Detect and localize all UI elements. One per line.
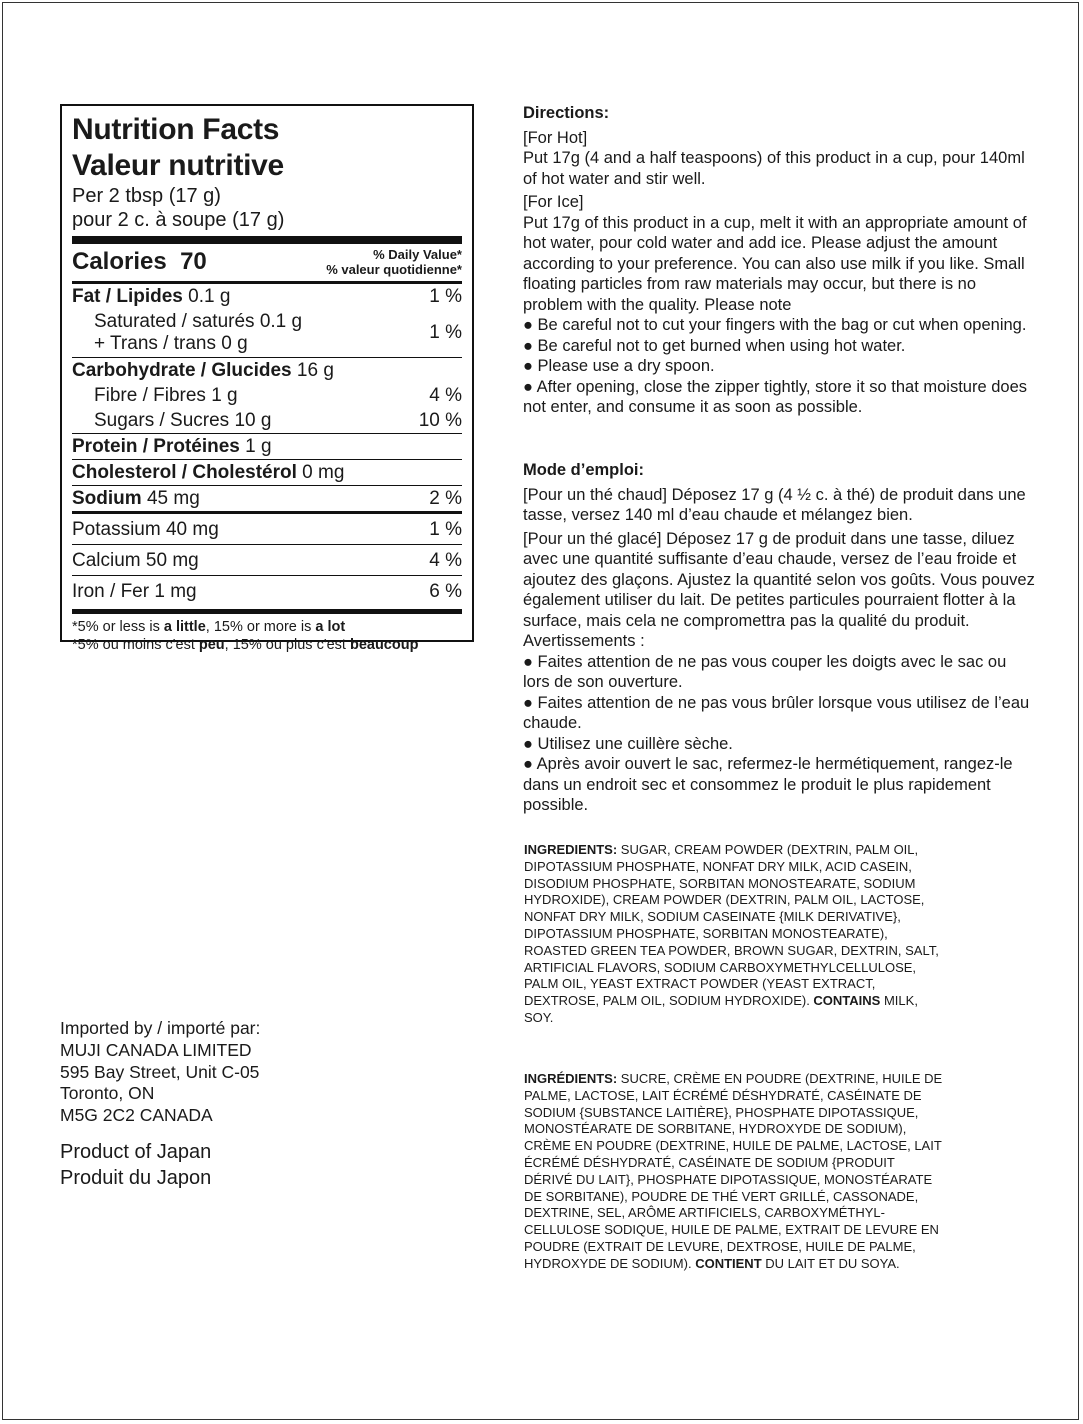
cholesterol-amount: 0 mg <box>302 462 345 483</box>
sodium-label: Sodium <box>72 488 142 509</box>
sat-trans-dv: 1 % <box>429 322 462 343</box>
footnote-en-part: , 15% or more is <box>205 619 316 635</box>
carb-amount: 16 g <box>296 360 334 381</box>
potassium-row <box>72 514 462 544</box>
daily-value-fr: % valeur quotidienne* <box>326 262 462 277</box>
serving-size-en: Per 2 tbsp (17 g) <box>72 185 221 207</box>
iron-dv: 6 % <box>429 581 462 602</box>
importer-company: MUJI CANADA LIMITED <box>60 1039 252 1060</box>
footnote-fr-part: *5% ou moins c'est <box>72 637 199 653</box>
importer-line: Imported by / importé par: <box>60 1018 261 1038</box>
carb-label: Carbohydrate / Glucides <box>72 360 292 381</box>
sugars-line: Sugars / Sucres 10 g <box>94 410 272 431</box>
directions-hot-text: Put 17g (4 and a half teaspoons) of this product in a cup, pour 140ml of hot water and stir well. <box>523 149 1025 188</box>
directions-ice-label: [For Ice] <box>523 193 584 211</box>
fat-dv: 1 % <box>429 286 462 307</box>
directions-bullet: ● After opening, close the zipper tightly, store it so that moisture does not enter, and consume it as soon as possible. <box>523 377 1028 416</box>
mode-ice-text: [Pour un thé glacé] Déposez 17 g de produit dans une tasse, diluez avec une quantité suffisante d’eau chaude, versez de l’eau froide et ajoutez des glaçons. Ajustez la quantité selon vos goûts. Vous pouvez également utiliser du lait. De petites particules pourraient flotter à la surface, mais cela ne compromettra pas la qualité du produit. Avertissements : <box>523 529 1035 650</box>
sodium-dv: 2 % <box>429 488 462 509</box>
mode-bullet: ● Après avoir ouvert le sac, refermez-le hermétiquement, rangez-le dans un endroit sec et consommez le produit le plus rapidement possible. <box>523 755 1013 814</box>
footnote-fr <box>72 636 462 654</box>
calories-row <box>72 244 462 281</box>
ingredients-en-text: SUGAR, CREAM POWDER (DEXTRIN, PALM OIL, DIPOTASSIUM PHOSPHATE, NONFAT DRY MILK, ACID CASEIN, DISODIUM PHOSPHATE, SORBITAN MONOSTEARATE, SODIUM HYDROXIDE), CREAM POWDER (DEXTRIN, PALM OIL, LACTOSE, NONFAT DRY MILK, SODIUM CASEINATE {MILK DERIVATIVE}, DIPOTASSIUM PHOSPHATE, SORBITAN MONOSTEARATE), ROASTED GREEN TEA POWDER, BROWN SUGAR, DEXTRIN, SALT, ARTIFICIAL FLAVORS, SODIUM CARBOXYMETHYLCELLULOSE, PALM OIL, YEAST EXTRACT POWDER (YEAST EXTRACT, DEXTROSE, PALM OIL, SODIUM HYDROXIDE). <box>524 842 939 1009</box>
footnote-fr-bold: beaucoup <box>349 637 419 653</box>
cholesterol-label: Cholesterol / Cholestérol <box>72 462 297 483</box>
ingredients-en-contains-label: CONTAINS <box>813 993 881 1009</box>
ingredients-fr-contains-text: DU LAIT ET DU SOYA. <box>761 1255 900 1271</box>
daily-value-en: % Daily Value* <box>373 247 462 262</box>
origin-en: Product of Japan <box>60 1141 212 1163</box>
calcium-line: Calcium 50 mg <box>72 550 199 571</box>
mode-emploi-section <box>523 460 1035 816</box>
ingredients-en-label: INGREDIENTS: <box>524 842 618 857</box>
ingredients-fr-label: INGRÉDIENTS: <box>524 1071 618 1086</box>
origin-fr: Produit du Japon <box>60 1166 212 1189</box>
fibre-line: Fibre / Fibres 1 g <box>94 385 238 406</box>
mode-hot-text: [Pour un thé chaud] Déposez 17 g (4 ½ c. à thé) de produit dans une tasse, versez 140 ml d’eau chaude et mélangez bien. <box>523 485 1026 524</box>
protein-row <box>72 434 462 459</box>
directions-ice-text: Put 17g of this product in a cup, melt it with an appropriate amount of hot water, pour cold water and add ice. Please adjust the amount according to your preference. You can also use milk if you like. Small floating particles from raw materials may occur, but there is no problem with the quality. Please note <box>523 213 1027 314</box>
fibre-dv: 4 % <box>429 385 462 406</box>
fat-label: Fat / Lipides <box>72 286 183 307</box>
directions-hot-label: [For Hot] <box>523 128 588 147</box>
sugars-row <box>72 408 462 433</box>
footnote-fr-bold: peu <box>198 637 225 653</box>
sodium-row <box>72 486 462 511</box>
mode-heading: Mode d’emploi: <box>523 461 644 479</box>
sugars-dv: 10 % <box>418 410 462 431</box>
importer-block <box>60 1018 380 1127</box>
protein-label: Protein / Protéines <box>72 436 240 457</box>
iron-row <box>72 576 462 606</box>
footnote-en <box>72 618 462 636</box>
calories-value: 70 <box>180 248 207 275</box>
directions-bullet: ● Be careful not to cut your fingers with the bag or cut when opening. <box>523 316 1027 334</box>
daily-value-header <box>326 247 462 277</box>
ingredients-en-contains-text: MILK, SOY. <box>524 993 918 1025</box>
nutrition-title-fr: Valeur nutritive <box>72 149 284 182</box>
calories <box>72 248 207 276</box>
directions-bullet: ● Please use a dry spoon. <box>523 357 715 375</box>
importer-city: Toronto, ON <box>60 1083 155 1104</box>
fat-amount: 0.1 g <box>188 286 231 307</box>
importer-postal: M5G 2C2 CANADA <box>60 1105 213 1126</box>
cholesterol-row <box>72 460 462 485</box>
fat-row <box>72 284 462 309</box>
ingredients-en <box>524 842 944 1027</box>
footnote-en-bold: a little <box>163 619 206 635</box>
mode-bullet: ● Faites attention de ne pas vous couper les doigts avec le sac ou lors de son ouverture. <box>523 652 1007 691</box>
footnote <box>72 614 462 654</box>
carb-row <box>72 358 462 383</box>
sat-trans-row <box>72 309 462 357</box>
protein-amount: 1 g <box>245 436 272 457</box>
calories-label: Calories <box>72 248 167 275</box>
trans-line: + Trans / trans 0 g <box>94 333 248 354</box>
potassium-line: Potassium 40 mg <box>72 519 219 540</box>
origin-block <box>60 1140 380 1191</box>
saturated-line: Saturated / saturés 0.1 g <box>94 311 303 332</box>
serving-size-fr: pour 2 c. à soupe (17 g) <box>72 209 285 231</box>
fibre-row <box>72 383 462 408</box>
directions-heading: Directions: <box>523 104 610 122</box>
footnote-en-bold: a lot <box>315 619 346 635</box>
nutrition-facts-table <box>60 104 474 653</box>
calcium-row <box>72 545 462 575</box>
divider-thick <box>72 236 462 244</box>
directions-bullet: ● Be careful not to get burned when using hot water. <box>523 336 906 355</box>
potassium-dv: 1 % <box>429 519 462 540</box>
mode-bullet: ● Faites attention de ne pas vous brûler lorsque vous utilisez de l’eau chaude. <box>523 693 1030 732</box>
importer-street: 595 Bay Street, Unit C-05 <box>60 1061 260 1082</box>
footnote-fr-part: , 15% ou plus c'est <box>224 637 350 653</box>
calcium-dv: 4 % <box>429 550 462 571</box>
mode-bullet: ● Utilisez une cuillère sèche. <box>523 734 733 753</box>
ingredients-fr-text: SUCRE, CRÈME EN POUDRE (DEXTRINE, HUILE DE PALME, LACTOSE, LAIT ÉCRÉMÉ DÉSHYDRATÉ, CASÉINATE DE SODIUM {SUBSTANCE LAITIÈRE}, PHOSPHATE DIPOTASSIQUE, MONOSTÉARATE DE SORBITANE, HYDROXYDE DE SODIUM), CRÈME EN POUDRE (DEXTRINE, HUILE DE PALME, LACTOSE, LAIT ÉCRÉMÉ DÉSHYDRATÉ, CASÉINATE DE SODIUM {PRODUIT DÉRIVÉ DU LAIT}, PHOSPHATE DIPOTASSIQUE, MONOSTÉARATE DE SORBITANE), POUDRE DE THÉ VERT GRILLÉ, CASSONADE, DEXTRINE, SEL, ARÔME ARTIFICIELS, CARBOXYMÉTHYL-CELLULOSE SODIQUE, HUILE DE PALME, EXTRAIT DE LEVURE EN POUDRE (EXTRAIT DE LEVURE, DEXTROSE, HUILE DE PALME, HYDROXYDE DE SODIUM). <box>524 1071 943 1271</box>
nutrition-title-en: Nutrition Facts <box>72 113 280 146</box>
directions-section <box>523 103 1035 418</box>
sodium-amount: 45 mg <box>146 488 200 509</box>
iron-line: Iron / Fer 1 mg <box>72 581 197 602</box>
ingredients-fr-contains-label: CONTIENT <box>695 1255 762 1271</box>
footnote-en-part: *5% or less is <box>72 619 164 635</box>
ingredients-fr <box>524 1058 944 1286</box>
